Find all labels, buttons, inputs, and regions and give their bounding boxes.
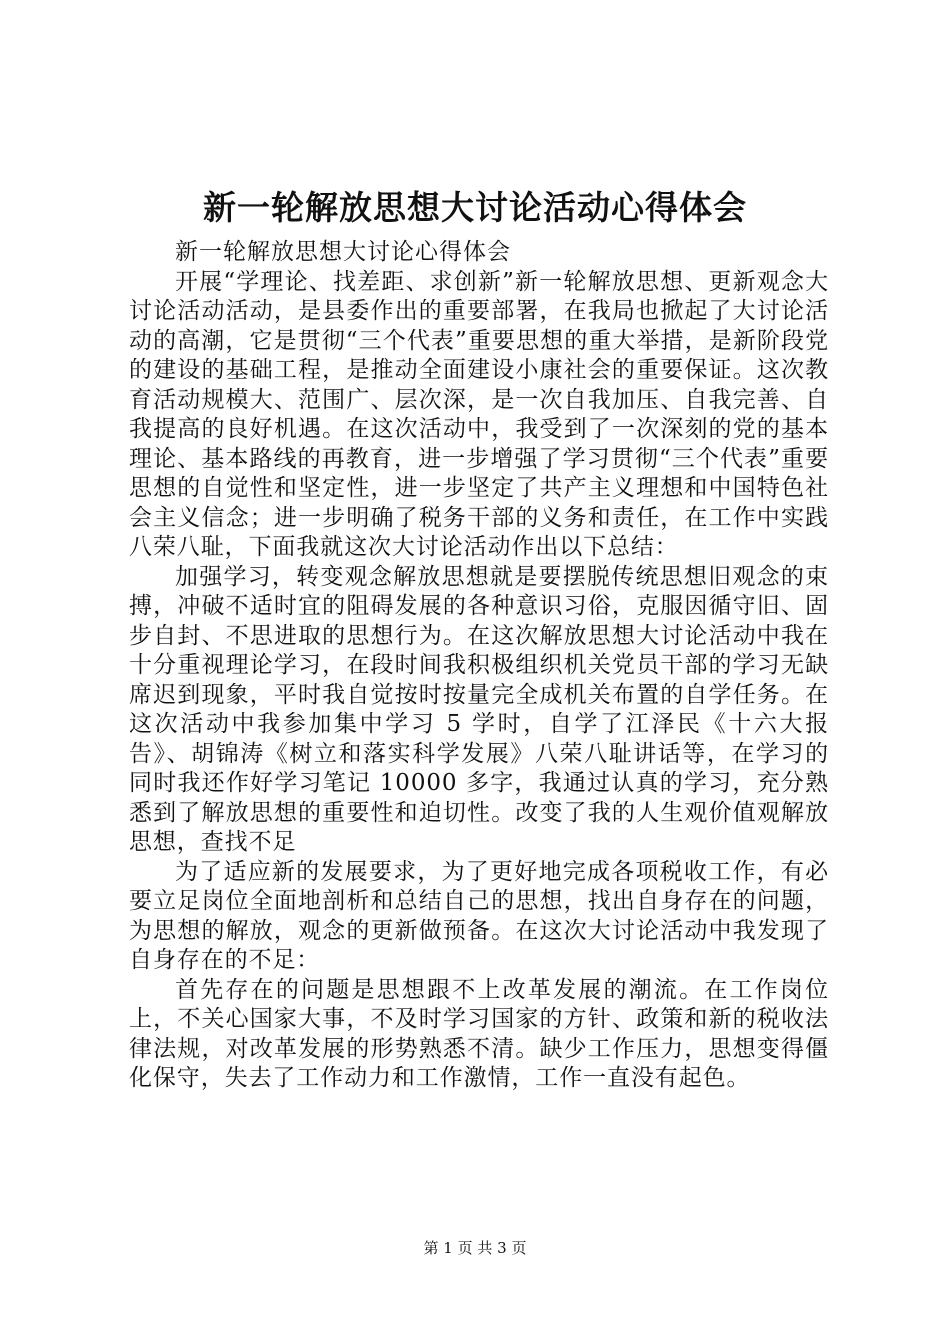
paragraph-subtitle: 新一轮解放思想大讨论心得体会 xyxy=(175,239,511,265)
paragraph-intro: 开展“学理论、找差距、求创新”新一轮解放思想、更新观念大讨论活动活动，是县委作出的重要部署，在我局也掀起了大讨论活动的高潮，它是贯彻“三个代表”重要思想的重大举措，是新阶段党的建设的基础工程，是推动全面建设小康社会的重要保证。这次教育活动规模大、范围广、层次深，是一次自我加压、自我完善、自我提高的良好机遇。在这次活动中，我受到了一次深刻的党的基本理论、基本路线的再教育，进一步增强了学习贯彻“三个代表”重要思想的自觉性和坚定性，进一步坚定了共产主义理想和中国特色社会主义信念；进一步明确了税务干部的义务和责任，在工作中实践八荣八耻，下面我就这次大讨论活动作出以下总结： xyxy=(129,268,829,560)
paragraph-first-problem: 首先存在的问题是思想跟不上改革发展的潮流。在工作岗位上，不关心国家大事，不及时学习国家的方针、政策和新的税收法律法规，对改革发展的形势熟悉不清。缺少工作压力，思想变得僵化保守，失去了工作动力和工作激情，工作一直没有起色。 xyxy=(129,976,829,1091)
document-title: 新一轮解放思想大讨论活动心得体会 xyxy=(203,188,747,227)
paragraph-shortcomings-intro: 为了适应新的发展要求，为了更好地完成各项税收工作，有必要立足岗位全面地剖析和总结自己的思想，找出自身存在的问题，为思想的解放，观念的更新做预备。在这次大讨论活动中我发现了自身存在的不足： xyxy=(129,858,829,973)
page-footer: 第 1 页 共 3 页 xyxy=(423,1239,527,1257)
paragraph-study: 加强学习，转变观念解放思想就是要摆脱传统思想旧观念的束搏，冲破不适时宜的阻碍发展的各种意识习俗，克服因循守旧、固步自封、不思进取的思想行为。在这次解放思想大讨论活动中我在十分重视理论学习，在段时间我积极组织机关党员干部的学习无缺席迟到现象，平时我自觉按时按量完全成机关布置的自学任务。在这次活动中我参加集中学习 5 学时，自学了江泽民《十六大报告》、胡锦涛《树立和落实科学发展》八荣八耻讲话等，在学习的同时我还作好学习笔记 10000 多字，我通过认真的学习，充分熟悉到了解放思想的重要性和迫切性。改变了我的人生观价值观解放思想，查找不足 xyxy=(129,563,829,855)
document-body xyxy=(129,238,829,1094)
